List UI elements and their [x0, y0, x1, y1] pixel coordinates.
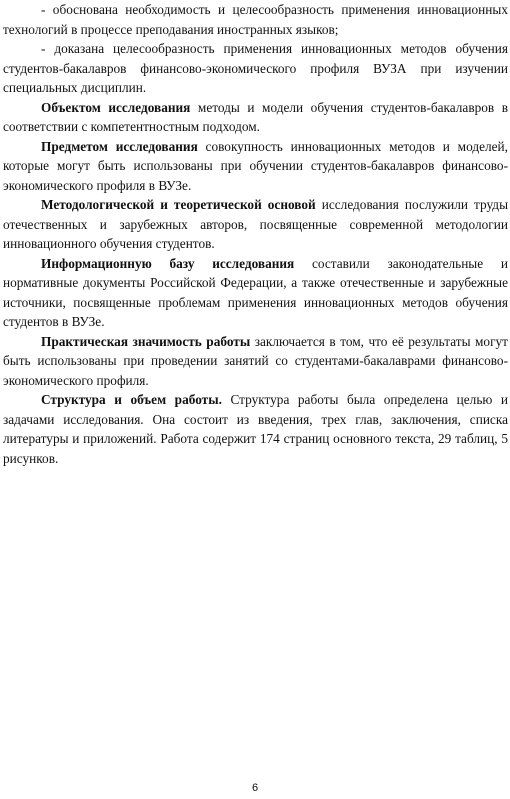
paragraph-methodological-basis	[3, 195, 508, 254]
paragraph-text: методы и модели обучения студентов-бакалавров в соответствии с компетентностным подходом.	[3, 99, 508, 134]
paragraph-research-subject	[3, 137, 508, 196]
paragraph-text: составили законодательные и нормативные документы Российской Федерации, а также отечественные и зарубежные источники, посвященные проблемам применения инновационных методов обучения студентов в ВУЗе.	[3, 255, 508, 329]
paragraph-text: совокупность инновационных методов и моделей, которые могут быть использованы при обучении студентов-бакалавров финансово-экономического профиля в ВУЗе.	[3, 138, 508, 193]
paragraph-structure-volume	[3, 390, 508, 468]
page-number: 6	[251, 782, 259, 794]
paragraph-lead: Практическая значимость работы	[41, 333, 251, 349]
paragraph-text: - обоснована необходимость и целесообразность применения инновационных технологий в процессе преподавания иностранных языков;	[3, 2, 508, 37]
paragraph-text: исследования послужили труды отечественных и зарубежных авторов, посвященные современной методологии инновационного обучения студентов.	[3, 197, 509, 251]
paragraph-text: Структура работы была определена целью и задачами исследования. Она состоит из введения, трех глав, заключения, списка литературы и приложений. Работа содержит 174 страниц основного текста, 29 таблиц, 5 рисунков.	[3, 392, 508, 466]
paragraph-lead: Информационную базу исследования	[41, 255, 295, 271]
paragraph-lead: Предметом исследования	[41, 138, 198, 154]
paragraph-lead: Методологической и теоретической основой	[41, 197, 316, 212]
paragraph-necessity-innovation	[3, 0, 508, 39]
paragraph-expedience-methods	[3, 39, 508, 98]
body-text	[3, 0, 508, 468]
paragraph-text: - доказана целесообразность применения инновационных методов обучения студентов-бакалавров финансово-экономического профиля ВУЗА при изучении специальных дисциплин.	[3, 41, 508, 95]
paragraph-text: заключается в том, что её результаты могут быть использованы при проведении занятий со студентами-бакалаврами финансово-экономического профиля.	[3, 333, 508, 388]
paragraph-lead: Структура и объем работы.	[41, 392, 222, 407]
paragraph-practical-significance	[3, 332, 508, 391]
paragraph-lead: Объектом исследования	[41, 99, 191, 115]
paragraph-information-base	[3, 254, 508, 332]
paragraph-research-object	[3, 98, 508, 137]
